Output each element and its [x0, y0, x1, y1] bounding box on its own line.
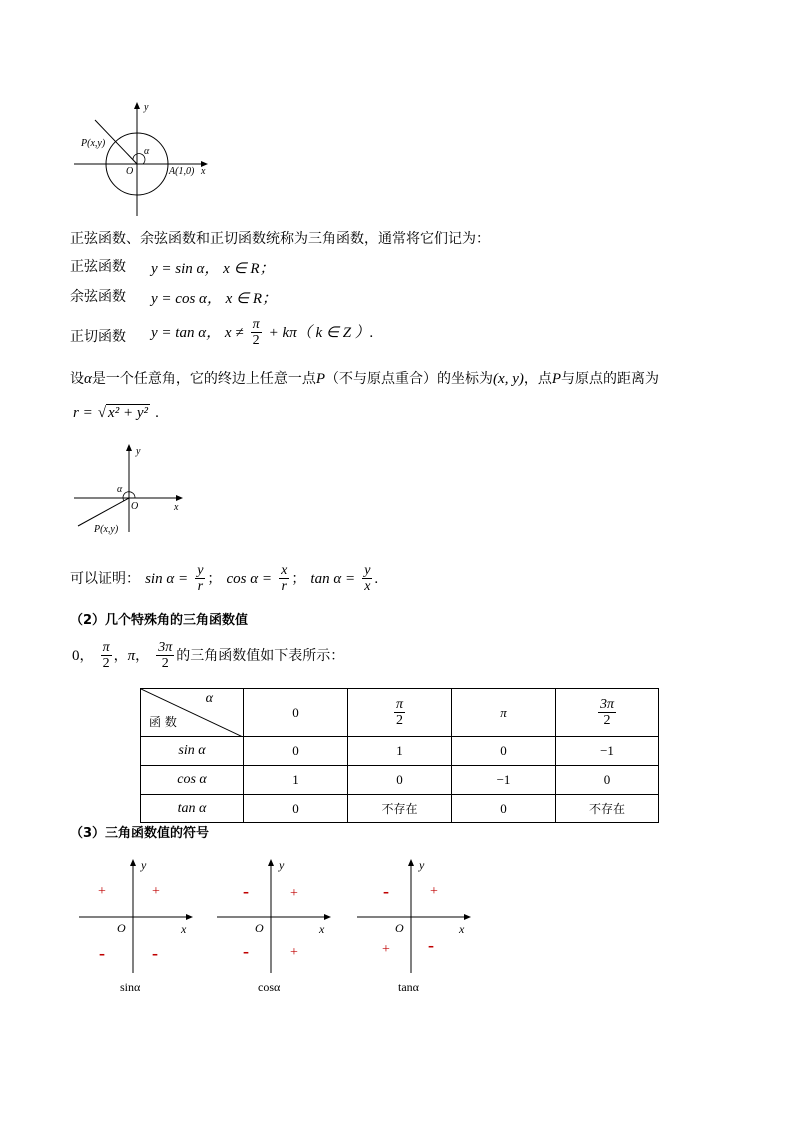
point-p-symbol: P [315, 371, 326, 387]
period: . [374, 571, 379, 587]
point-p-label: P(x,y) [81, 138, 106, 149]
table-row [141, 737, 659, 766]
sin-sign-diagram [75, 855, 200, 1000]
table-corner-cell [141, 689, 244, 737]
quadrant-1-sign: + [290, 886, 298, 901]
table-row [141, 795, 659, 823]
unit-circle-figure [70, 98, 220, 220]
separator: ， [113, 648, 128, 664]
table-cell: 0 [244, 795, 348, 823]
y-axis-label: y [144, 102, 149, 113]
sine-line [70, 258, 126, 276]
tangent-formula-post: + kπ（ k ∈ Z ）. [268, 325, 374, 341]
y-axis-label: y [419, 858, 425, 872]
x-axis-label: x [319, 922, 325, 936]
sqrt-icon: √ [97, 405, 107, 421]
fraction-numerator: π [395, 697, 403, 712]
point-p-symbol: P [551, 371, 562, 387]
proof-line [70, 563, 378, 594]
y-over-x-fraction [362, 563, 372, 594]
x-axis-label: x [174, 502, 179, 513]
header-pi: π [452, 689, 556, 737]
quadrant-1-sign: + [430, 884, 438, 899]
text-segment: 设 [70, 371, 84, 387]
text-segment: 的三角函数值如下表所示： [176, 648, 345, 664]
text-segment: 是一个任意角，它的终边上任意一点 [91, 371, 316, 387]
separator: ， [135, 648, 150, 664]
header-0: 0 [244, 689, 348, 737]
table-row [141, 766, 659, 795]
header-3pi-over-2 [556, 689, 659, 737]
quadrant-2-sign: - [383, 881, 389, 901]
origin-label: O [131, 501, 139, 512]
fraction-numerator: 3π [158, 640, 173, 655]
table-cell: −1 [452, 766, 556, 795]
separator: ； [291, 571, 306, 587]
table-cell: 1 [244, 766, 348, 795]
x-axis-label: x [201, 166, 206, 177]
fraction-denominator: r [197, 579, 204, 594]
fraction-numerator: x [281, 563, 288, 578]
table-cell: 1 [348, 737, 452, 766]
origin-label: O [255, 921, 264, 935]
fraction-denominator: 2 [252, 333, 260, 348]
cosine-formula: y = cos α， x ∈ R； [151, 291, 278, 307]
radius-symbol: r = [73, 405, 93, 421]
fraction-denominator: 2 [161, 656, 169, 671]
text-segment: （不与原点重合）的坐标为 [325, 371, 494, 387]
arbitrary-angle-figure [70, 440, 190, 540]
proof-lead: 可以证明： [70, 571, 140, 587]
quadrant-3-sign: - [99, 943, 105, 963]
table-cell: 0 [556, 766, 659, 795]
diagram-caption: tanα [398, 980, 419, 994]
radicand: x² + y² [108, 405, 148, 421]
text-segment: 与原点的距离为 [561, 371, 660, 387]
table-cell: 0 [348, 766, 452, 795]
cos-sign-diagram [213, 855, 338, 1000]
quadrant-1-sign: + [152, 884, 160, 899]
pi-over-2-fraction [251, 317, 262, 348]
sin-ratio-lhs: sin α = [145, 571, 189, 587]
angle-zero: 0 [72, 648, 80, 664]
corner-function: 函 数 [149, 715, 177, 729]
definition-paragraph: 正弦函数、余弦函数和正切函数统称为三角函数，通常将它们记为： [70, 231, 490, 247]
pi-over-2-fraction [101, 640, 112, 671]
cos-ratio-lhs: cos α = [226, 571, 273, 587]
angle-pi: π [127, 648, 136, 664]
table-cell: 不存在 [556, 795, 659, 823]
tan-ratio-lhs: tan α = [310, 571, 356, 587]
y-axis-label: y [141, 858, 147, 872]
cosine-line [70, 288, 126, 306]
x-axis-label: x [181, 922, 187, 936]
alpha-symbol: α [84, 371, 92, 387]
quadrant-2-sign: + [98, 884, 106, 899]
fraction-denominator: 2 [395, 713, 403, 728]
tangent-line [70, 328, 126, 346]
diagram-caption: cosα [258, 980, 281, 994]
table-cell: −1 [556, 737, 659, 766]
x-over-r-fraction [279, 563, 289, 594]
quadrant-3-sign: + [382, 942, 390, 957]
origin-label: O [395, 921, 404, 935]
sine-formula: y = sin α， x ∈ R； [151, 261, 275, 277]
quadrant-4-sign: - [428, 935, 434, 955]
quadrant-4-sign: + [290, 945, 298, 960]
tangent-formula [151, 317, 374, 348]
row-name-sin: sin α [141, 737, 244, 766]
arbitrary-angle-paragraph [70, 370, 659, 388]
sine-label: 正弦函数 [70, 259, 126, 275]
alpha-label: α [117, 484, 123, 495]
point-a-label: A(1,0) [169, 166, 195, 177]
tangent-label: 正切函数 [70, 329, 126, 345]
separator: ； [207, 571, 222, 587]
tangent-formula-pre: y = tan α， x ≠ [151, 325, 244, 341]
radius-formula [73, 402, 159, 422]
fraction-numerator: π [252, 317, 260, 332]
origin-label: O [126, 166, 134, 177]
separator: ， [79, 648, 94, 664]
row-name-tan: tan α [141, 795, 244, 823]
special-angles-line [72, 640, 344, 671]
three-pi-over-2-fraction [156, 640, 174, 671]
diagram-caption: sinα [120, 980, 141, 994]
text-segment: ，点 [523, 371, 552, 387]
y-over-r-fraction [195, 563, 205, 594]
table-cell: 不存在 [348, 795, 452, 823]
point-p-label: P(x,y) [94, 524, 119, 535]
fraction-denominator: 2 [603, 713, 611, 728]
table-cell: 0 [452, 795, 556, 823]
fraction-denominator: 2 [102, 656, 110, 671]
quadrant-3-sign: - [243, 941, 249, 961]
table-header-row [141, 689, 659, 737]
header-pi-over-2 [348, 689, 452, 737]
fraction-denominator: r [281, 579, 287, 594]
fraction-numerator: y [197, 563, 204, 578]
fraction-numerator: π [102, 640, 110, 655]
corner-alpha: α [205, 691, 213, 706]
quadrant-2-sign: - [243, 881, 249, 901]
section-2-title: （2）几个特殊角的三角函数值 [70, 613, 249, 628]
row-name-cos: cos α [141, 766, 244, 795]
x-axis-label: x [459, 922, 465, 936]
period: . [155, 405, 159, 421]
special-values-table [140, 688, 659, 823]
y-axis-label: y [279, 858, 285, 872]
alpha-label: α [144, 146, 150, 157]
fraction-denominator: x [364, 579, 371, 594]
section-3-title: （3）三角函数值的符号 [70, 826, 210, 841]
table-cell: 0 [244, 737, 348, 766]
table-cell: 0 [452, 737, 556, 766]
cosine-label: 余弦函数 [70, 289, 126, 305]
quadrant-4-sign: - [152, 943, 158, 963]
coordinate-symbol: (x, y) [493, 371, 524, 387]
y-axis-label: y [136, 446, 141, 457]
fraction-numerator: y [364, 563, 371, 578]
tan-sign-diagram [353, 855, 478, 1000]
origin-label: O [117, 921, 126, 935]
fraction-numerator: 3π [599, 697, 614, 712]
